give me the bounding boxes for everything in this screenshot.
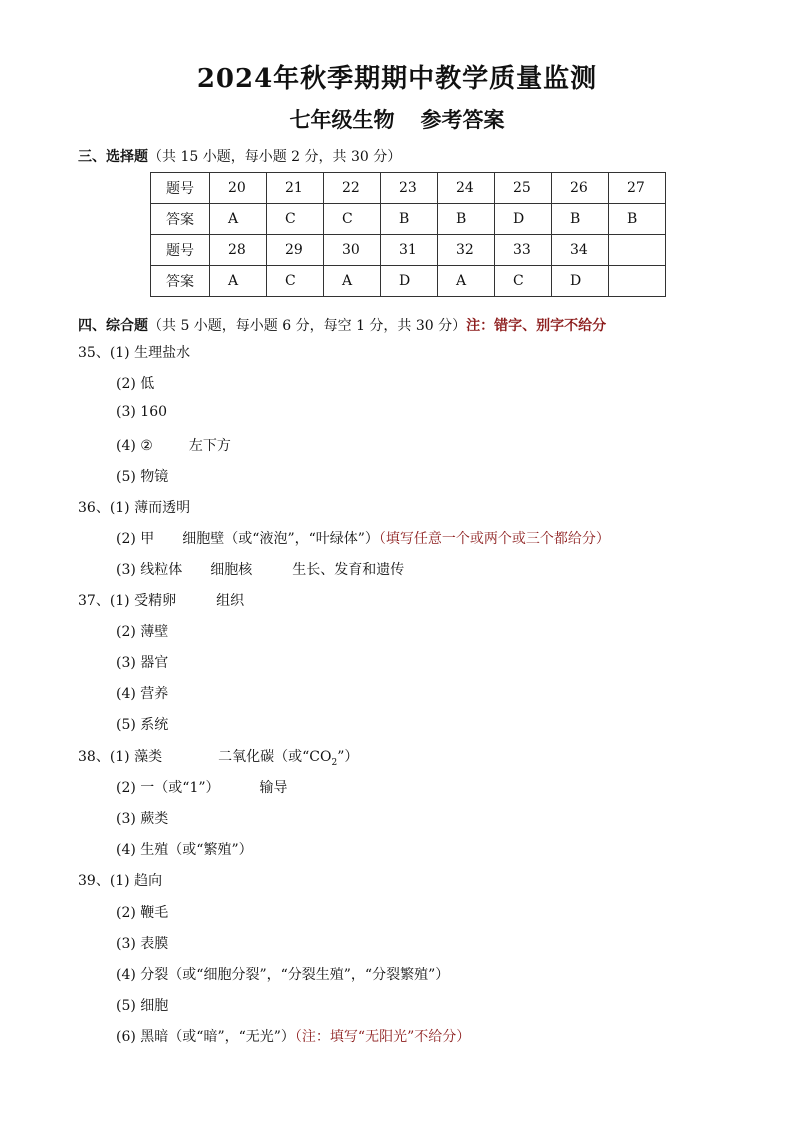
table-cell: 26	[552, 173, 609, 204]
q35-line-4	[116, 435, 231, 455]
table-cell	[609, 266, 666, 297]
table-cell: 31	[381, 235, 438, 266]
q39-line-2: (2) 鞭毛	[116, 905, 169, 921]
table-cell: D	[381, 266, 438, 297]
table-cell: C	[324, 204, 381, 235]
q36-answer-3c: 生长、发育和遗传	[292, 562, 405, 578]
table-cell: D	[495, 204, 552, 235]
table-cell: 32	[438, 235, 495, 266]
q35-line-2: (2) 低	[116, 376, 155, 392]
table-cell: 答案	[151, 204, 210, 235]
q37-answer-1b: 组织	[216, 593, 245, 609]
q35-answer-4b: 左下方	[188, 438, 231, 454]
table-cell	[609, 235, 666, 266]
q37-line-1	[78, 590, 244, 610]
table-cell: B	[438, 204, 495, 235]
q36-answer-3b: 细胞核	[210, 562, 253, 578]
table-cell: 答案	[151, 266, 210, 297]
table-cell: C	[267, 204, 324, 235]
table-row	[151, 266, 666, 297]
q39-line-6	[116, 1026, 470, 1046]
table-cell: 29	[267, 235, 324, 266]
subtitle-answer-key: 参考答案	[420, 107, 505, 132]
table-cell: B	[552, 204, 609, 235]
subtitle-grade-subject: 七年级生物	[289, 107, 395, 132]
q38-answer-1a: 38、(1) 藻类	[78, 749, 163, 765]
section-4-header	[78, 315, 606, 335]
page-subtitle	[0, 104, 794, 134]
q37-line-4: (4) 营养	[116, 686, 169, 702]
table-cell: C	[267, 266, 324, 297]
q38-line-1	[78, 746, 358, 768]
q38-answer-2a: (2) 一（或“1”）	[116, 780, 220, 796]
table-cell: 24	[438, 173, 495, 204]
q36-answer-2b: 细胞壁（或“液泡”，“叶绿体”）	[182, 531, 379, 547]
q36-line-1: 36、(1) 薄而透明	[78, 500, 191, 516]
table-cell: 34	[552, 235, 609, 266]
q39-grading-note: （注：填写“无阳光”不给分）	[294, 1029, 471, 1045]
q36-answer-3a: (3) 线粒体	[116, 562, 183, 578]
table-row	[151, 173, 666, 204]
table-cell: 23	[381, 173, 438, 204]
table-cell: 33	[495, 235, 552, 266]
section-4-note: （共 5 小题，每小题 6 分，每空 1 分，共 30 分）	[148, 318, 467, 334]
table-cell: D	[552, 266, 609, 297]
q39-line-4: (4) 分裂（或“细胞分裂”，“分裂生殖”，“分裂繁殖”）	[116, 967, 450, 983]
q35-line-5: (5) 物镜	[116, 469, 169, 485]
table-cell: A	[324, 266, 381, 297]
q39-line-3: (3) 表膜	[116, 936, 169, 952]
q38-answer-1c: ”）	[337, 749, 359, 765]
table-cell: 21	[267, 173, 324, 204]
q35-line-3: (3) 160	[116, 404, 168, 420]
table-cell: 题号	[151, 173, 210, 204]
q36-line-2	[116, 528, 610, 548]
table-cell: 28	[210, 235, 267, 266]
q37-answer-1a: 37、(1) 受精卵	[78, 593, 177, 609]
table-cell: C	[495, 266, 552, 297]
table-cell: A	[438, 266, 495, 297]
table-row	[151, 235, 666, 266]
table-cell: B	[381, 204, 438, 235]
section-3-note: （共 15 小题，每小题 2 分，共 30 分）	[148, 149, 402, 165]
table-row	[151, 204, 666, 235]
section-3-heading: 三、选择题	[78, 149, 148, 165]
q35-answer-4a: (4) ②	[116, 438, 153, 454]
table-cell: 题号	[151, 235, 210, 266]
page-title: 2024年秋季期期中教学质量监测	[196, 64, 598, 94]
q37-line-3: (3) 器官	[116, 655, 169, 671]
table-cell: A	[210, 204, 267, 235]
q35-line-1: 35、(1) 生理盐水	[78, 345, 191, 361]
section-4-warning: 注：错字、别字不给分	[466, 318, 607, 334]
q38-answer-1b: 二氧化碳（或“CO	[218, 749, 332, 765]
q39-line-1: 39、(1) 趋向	[78, 873, 163, 889]
section-3-header	[78, 146, 401, 166]
q38-answer-2b: 输导	[259, 780, 288, 796]
q37-line-5: (5) 系统	[116, 717, 169, 733]
q39-answer-6a: (6) 黑暗（或“暗”，“无光”）	[116, 1029, 295, 1045]
table-cell: A	[210, 266, 267, 297]
table-cell: B	[609, 204, 666, 235]
q36-grading-note: （填写任意一个或两个或三个都给分）	[378, 531, 610, 547]
q36-line-3	[116, 559, 404, 579]
q39-line-5: (5) 细胞	[116, 998, 169, 1014]
answer-table	[150, 172, 666, 297]
table-cell: 30	[324, 235, 381, 266]
q38-line-3: (3) 蕨类	[116, 811, 169, 827]
table-cell: 27	[609, 173, 666, 204]
table-cell: 25	[495, 173, 552, 204]
q38-subscript: 2	[331, 757, 338, 768]
table-cell: 20	[210, 173, 267, 204]
q36-answer-2a: (2) 甲	[116, 531, 155, 547]
q38-line-2	[116, 777, 288, 797]
table-cell: 22	[324, 173, 381, 204]
q38-line-4: (4) 生殖（或“繁殖”）	[116, 842, 253, 858]
q37-line-2: (2) 薄壁	[116, 624, 169, 640]
section-4-heading: 四、综合题	[78, 318, 148, 334]
